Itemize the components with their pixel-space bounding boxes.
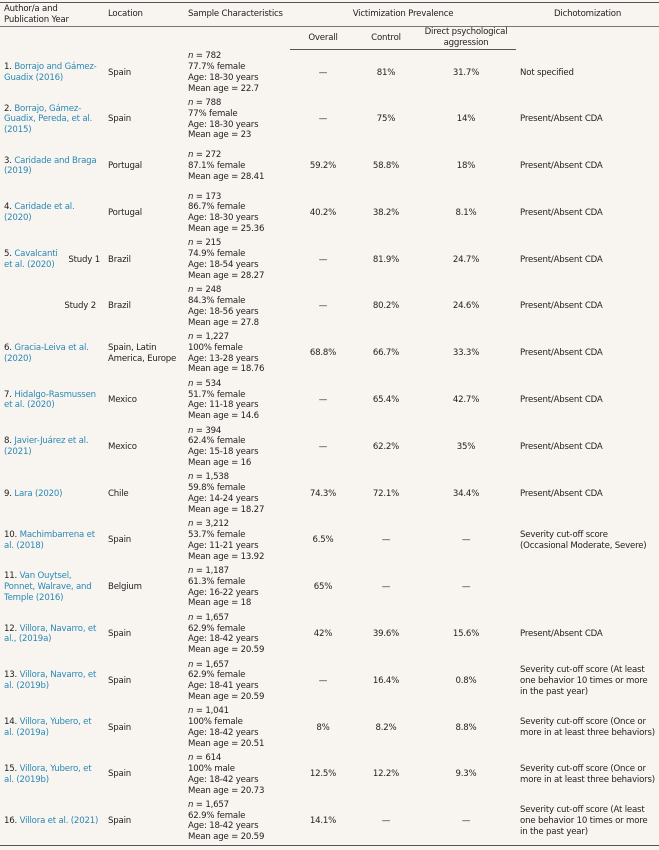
table-row bbox=[0, 424, 659, 471]
overall-cell: — bbox=[318, 301, 328, 312]
direct-cell: 8.8% bbox=[455, 722, 477, 733]
location-cell: Spain bbox=[108, 722, 132, 733]
sample-cell bbox=[184, 517, 290, 564]
sample-size: n = 215 bbox=[188, 238, 222, 249]
table-row bbox=[0, 190, 659, 237]
row-number: 1. bbox=[4, 62, 12, 73]
citation-link[interactable]: Villora, Navarro, et al. (2019b) bbox=[4, 670, 97, 692]
overall-cell: 14.1% bbox=[309, 816, 337, 826]
sample-cell bbox=[184, 751, 290, 798]
direct-cell: 34.4% bbox=[452, 488, 480, 499]
dichotomization-cell: Present/Absent CDA bbox=[520, 395, 603, 406]
row-number: 13. bbox=[4, 670, 18, 681]
sample-line: Age: 13-28 years bbox=[188, 353, 259, 364]
citation-link[interactable]: Gracia-Leiva et al. (2020) bbox=[4, 342, 89, 364]
sample-size: n = 1,041 bbox=[188, 706, 229, 717]
header-victimization: Victimization Prevalence bbox=[352, 9, 454, 19]
sample-line: Mean age = 18.27 bbox=[188, 504, 265, 515]
direct-cell: 24.7% bbox=[452, 254, 480, 265]
overall-cell: — bbox=[318, 675, 328, 686]
citation-link[interactable]: Caridade et al. (2020) bbox=[4, 202, 75, 224]
dichotomization-cell: Present/Absent CDA bbox=[520, 161, 603, 172]
sample-line: Mean age = 28.41 bbox=[188, 171, 265, 182]
row-number: 14. bbox=[4, 717, 18, 728]
direct-cell: 24.6% bbox=[452, 301, 480, 312]
direct-cell: 35% bbox=[456, 441, 476, 452]
dichotomization-cell: Present/Absent CDA bbox=[520, 348, 603, 359]
author-cell bbox=[0, 658, 104, 705]
overall-cell: — bbox=[318, 67, 328, 78]
location-cell: Mexico bbox=[108, 441, 137, 452]
sample-line: Mean age = 20.59 bbox=[188, 832, 265, 843]
sample-line: Mean age = 16 bbox=[188, 458, 252, 469]
dichotomization-cell: Severity cut-off score (Occasional Moderate, Severe) bbox=[520, 530, 647, 551]
table-row bbox=[0, 751, 659, 798]
control-cell: 66.7% bbox=[372, 348, 400, 359]
table-row bbox=[0, 564, 659, 611]
table-row bbox=[0, 798, 659, 845]
header-control: Control bbox=[356, 27, 416, 50]
sample-cell bbox=[184, 471, 290, 518]
sample-line: Age: 18-30 years bbox=[188, 119, 259, 130]
sample-line: 86.7% female bbox=[188, 202, 246, 213]
citation-link[interactable]: Lara (2020) bbox=[14, 488, 63, 499]
location-cell: Spain bbox=[108, 675, 132, 686]
sample-size: n = 614 bbox=[188, 753, 222, 764]
studies-table bbox=[0, 2, 659, 846]
control-cell: 72.1% bbox=[372, 488, 400, 499]
sample-line: Age: 14-24 years bbox=[188, 494, 259, 505]
study-label: Study 2 bbox=[64, 301, 96, 312]
citation-link[interactable]: Caridade and Braga (2019) bbox=[4, 155, 97, 177]
dichotomization-cell: Severity cut-off score (At least one behavior 10 times or more in the past year) bbox=[520, 665, 648, 697]
sample-cell bbox=[184, 798, 290, 845]
location-cell: Brazil bbox=[108, 301, 131, 312]
table-row bbox=[0, 237, 659, 284]
dichotomization-cell: Present/Absent CDA bbox=[520, 441, 603, 452]
control-cell: 39.6% bbox=[372, 629, 400, 640]
sample-cell bbox=[184, 658, 290, 705]
sample-size: n = 788 bbox=[188, 98, 222, 109]
author-cell bbox=[0, 143, 104, 190]
author-cell bbox=[0, 517, 104, 564]
control-cell: 65.4% bbox=[372, 395, 400, 406]
sample-size: n = 1,657 bbox=[188, 612, 229, 623]
sample-line: Age: 11-18 years bbox=[188, 400, 259, 411]
direct-cell: — bbox=[461, 535, 471, 546]
overall-cell: 59.2% bbox=[309, 161, 337, 172]
sample-line: Mean age = 22.7 bbox=[188, 83, 259, 94]
header-overall: Overall bbox=[290, 27, 356, 50]
direct-cell: 9.3% bbox=[455, 769, 477, 780]
sample-cell bbox=[184, 330, 290, 377]
direct-cell: 0.8% bbox=[455, 675, 477, 686]
citation-link[interactable]: Cavalcanti et al. (2020) bbox=[4, 249, 58, 271]
overall-cell: 40.2% bbox=[309, 207, 337, 218]
sample-cell bbox=[184, 96, 290, 143]
sample-cell bbox=[184, 377, 290, 424]
dichotomization-cell: Not specified bbox=[520, 67, 574, 78]
header-direct: Direct psychological aggression bbox=[416, 27, 516, 50]
row-number: 8. bbox=[4, 436, 12, 447]
sample-cell bbox=[184, 143, 290, 190]
sample-size: n = 3,212 bbox=[188, 519, 229, 530]
direct-cell: 33.3% bbox=[452, 348, 480, 359]
row-number: 10. bbox=[4, 530, 18, 541]
overall-cell: 68.8% bbox=[309, 348, 337, 359]
table-row bbox=[0, 705, 659, 752]
citation-link[interactable]: Villora, Navarro, et al., (2019a) bbox=[4, 623, 97, 645]
sample-cell bbox=[184, 283, 290, 330]
sample-size: n = 1,657 bbox=[188, 659, 229, 670]
control-cell: 81% bbox=[376, 67, 396, 78]
sample-cell bbox=[184, 50, 290, 97]
row-number: 6. bbox=[4, 342, 12, 353]
location-cell: Spain bbox=[108, 816, 132, 826]
row-number: 9. bbox=[4, 488, 12, 499]
sample-line: Mean age = 28.27 bbox=[188, 270, 265, 281]
sample-line: Age: 16-22 years bbox=[188, 587, 259, 598]
author-cell bbox=[0, 424, 104, 471]
table-row bbox=[0, 611, 659, 658]
sample-line: Age: 18-56 years bbox=[188, 306, 259, 317]
sample-cell bbox=[184, 564, 290, 611]
overall-cell: — bbox=[318, 441, 328, 452]
sample-size: n = 1,187 bbox=[188, 566, 229, 577]
table-row bbox=[0, 50, 659, 97]
author-cell bbox=[0, 471, 104, 518]
table-row bbox=[0, 471, 659, 518]
sample-line: Mean age = 20.51 bbox=[188, 738, 265, 749]
citation-link[interactable]: Borrajo, Gámez-Guadix, Pereda, et al. (2015) bbox=[4, 103, 93, 136]
overall-cell: 12.5% bbox=[309, 769, 337, 780]
sample-line: Age: 18-42 years bbox=[188, 821, 259, 832]
sample-line: 77% female bbox=[188, 108, 238, 119]
overall-cell: 6.5% bbox=[312, 535, 334, 546]
sample-line: Age: 18-42 years bbox=[188, 634, 259, 645]
control-cell: 58.8% bbox=[372, 161, 400, 172]
sample-size: n = 173 bbox=[188, 191, 222, 202]
row-number: 11. bbox=[4, 571, 18, 582]
sample-line: Age: 18-30 years bbox=[188, 213, 259, 224]
dichotomization-cell: Severity cut-off score (Once or more in at least three behaviors) bbox=[520, 764, 655, 785]
sample-line: 100% male bbox=[188, 764, 235, 775]
sample-line: Age: 18-42 years bbox=[188, 728, 259, 739]
control-cell: 81.9% bbox=[372, 254, 400, 265]
sample-line: 77.7% female bbox=[188, 62, 246, 73]
dichotomization-cell: Present/Absent CDA bbox=[520, 207, 603, 218]
row-number: 2. bbox=[4, 103, 12, 114]
sample-cell bbox=[184, 424, 290, 471]
author-cell bbox=[0, 96, 104, 143]
sample-line: Age: 18-54 years bbox=[188, 260, 259, 271]
header-sample: Sample Characteristics bbox=[188, 9, 283, 19]
author-cell bbox=[0, 283, 104, 330]
sample-line: 59.8% female bbox=[188, 483, 246, 494]
sample-line: Age: 11-21 years bbox=[188, 540, 259, 551]
sample-line: Mean age = 25.36 bbox=[188, 224, 265, 235]
sample-line: Age: 18-42 years bbox=[188, 774, 259, 785]
location-cell: Mexico bbox=[108, 395, 137, 406]
header-dichotomization: Dichotomization bbox=[554, 9, 622, 19]
table-row bbox=[0, 96, 659, 143]
sample-size: n = 1,227 bbox=[188, 332, 229, 343]
citation-link[interactable]: Villora, Yubero, et al. (2019a) bbox=[4, 717, 92, 739]
location-cell: Belgium bbox=[108, 582, 142, 593]
location-cell: Spain bbox=[108, 114, 132, 125]
author-cell bbox=[0, 751, 104, 798]
overall-cell: — bbox=[318, 395, 328, 406]
sample-line: 51.7% female bbox=[188, 389, 246, 400]
row-number: 12. bbox=[4, 623, 18, 634]
control-cell: — bbox=[381, 535, 391, 546]
control-cell: 8.2% bbox=[375, 722, 397, 733]
location-cell: Spain bbox=[108, 629, 132, 640]
author-cell bbox=[0, 190, 104, 237]
author-cell bbox=[0, 377, 104, 424]
direct-cell: 42.7% bbox=[452, 395, 480, 406]
control-cell: — bbox=[381, 582, 391, 593]
header-location: Location bbox=[108, 9, 143, 19]
sample-cell bbox=[184, 611, 290, 658]
row-number: 7. bbox=[4, 389, 12, 400]
location-cell: Chile bbox=[108, 488, 129, 499]
sample-cell bbox=[184, 705, 290, 752]
author-cell bbox=[0, 564, 104, 611]
overall-cell: 74.3% bbox=[309, 488, 337, 499]
sample-line: 84.3% female bbox=[188, 296, 246, 307]
citation-link[interactable]: Javier-Juárez et al. (2021) bbox=[4, 436, 89, 458]
sample-line: Age: 18-41 years bbox=[188, 681, 259, 692]
sample-line: 100% female bbox=[188, 717, 243, 728]
sample-size: n = 394 bbox=[188, 425, 222, 436]
sample-size: n = 782 bbox=[188, 51, 222, 62]
citation-link[interactable]: Van Ouytsel, Ponnet, Walrave, and Temple (2016) bbox=[4, 571, 92, 604]
author-cell bbox=[0, 237, 104, 284]
table-row bbox=[0, 658, 659, 705]
direct-cell: 31.7% bbox=[452, 67, 480, 78]
row-number: 15. bbox=[4, 764, 18, 775]
table-row bbox=[0, 283, 659, 330]
citation-link[interactable]: Borrajo and Gámez-Guadix (2016) bbox=[4, 62, 97, 83]
citation-link[interactable]: Villora, Yubero, et al. (2019b) bbox=[4, 764, 92, 785]
sample-cell bbox=[184, 190, 290, 237]
sample-line: 74.9% female bbox=[188, 249, 246, 260]
sample-line: 62.9% female bbox=[188, 623, 246, 634]
dichotomization-cell: Present/Absent CDA bbox=[520, 488, 603, 499]
author-cell bbox=[0, 50, 104, 97]
location-cell: Brazil bbox=[108, 254, 131, 265]
location-cell: Portugal bbox=[108, 161, 142, 172]
overall-cell: 42% bbox=[313, 629, 333, 640]
table-row bbox=[0, 143, 659, 190]
location-cell: Portugal bbox=[108, 207, 142, 218]
sample-line: 61.3% female bbox=[188, 576, 246, 587]
sample-line: Mean age = 20.73 bbox=[188, 785, 265, 796]
control-cell: — bbox=[381, 816, 391, 826]
sample-line: Age: 15-18 years bbox=[188, 447, 259, 458]
row-number: 4. bbox=[4, 202, 12, 213]
location-cell: Spain, Latin America, Europe bbox=[108, 342, 177, 364]
author-cell bbox=[0, 330, 104, 377]
sample-size: n = 248 bbox=[188, 285, 222, 296]
dichotomization-cell: Severity cut-off score (Once or more in at least three behaviors) bbox=[520, 717, 655, 739]
overall-cell: 65% bbox=[313, 582, 333, 593]
sample-line: Age: 18-30 years bbox=[188, 72, 259, 83]
citation-link[interactable]: Villora et al. (2021) bbox=[19, 816, 99, 826]
dichotomization-cell: Present/Absent CDA bbox=[520, 301, 603, 312]
sample-line: Mean age = 23 bbox=[188, 130, 252, 141]
direct-cell: — bbox=[461, 816, 471, 826]
author-cell bbox=[0, 798, 104, 845]
sample-line: 87.1% female bbox=[188, 161, 246, 172]
direct-cell: 8.1% bbox=[455, 207, 477, 218]
author-cell bbox=[0, 705, 104, 752]
location-cell: Spain bbox=[108, 535, 132, 546]
control-cell: 38.2% bbox=[372, 207, 400, 218]
location-cell: Spain bbox=[108, 67, 132, 78]
citation-link[interactable]: Machimbarrena et al. (2018) bbox=[4, 530, 95, 551]
direct-cell: 14% bbox=[456, 114, 476, 125]
sample-size: n = 1,538 bbox=[188, 472, 229, 483]
sample-line: Mean age = 27.8 bbox=[188, 317, 259, 328]
dichotomization-cell: Present/Absent CDA bbox=[520, 254, 603, 265]
sample-line: 62.9% female bbox=[188, 670, 246, 681]
dichotomization-cell: Severity cut-off score (At least one behavior 10 times or more in the past year) bbox=[520, 805, 648, 837]
control-cell: 75% bbox=[376, 114, 396, 125]
overall-cell: — bbox=[318, 254, 328, 265]
header-author: Author/a and Publication Year bbox=[4, 3, 69, 25]
author-cell bbox=[0, 611, 104, 658]
table-row bbox=[0, 330, 659, 377]
sample-line: 53.7% female bbox=[188, 530, 246, 541]
direct-cell: 18% bbox=[456, 161, 476, 172]
control-cell: 80.2% bbox=[372, 301, 400, 312]
sample-line: Mean age = 14.6 bbox=[188, 411, 259, 422]
control-cell: 16.4% bbox=[372, 675, 400, 686]
sample-line: Mean age = 13.92 bbox=[188, 551, 265, 562]
overall-cell: — bbox=[318, 114, 328, 125]
sample-size: n = 534 bbox=[188, 378, 222, 389]
sample-size: n = 1,657 bbox=[188, 799, 229, 810]
dichotomization-cell: Present/Absent CDA bbox=[520, 114, 603, 125]
table-row bbox=[0, 377, 659, 424]
sample-line: 100% female bbox=[188, 342, 243, 353]
dichotomization-cell: Present/Absent CDA bbox=[520, 629, 603, 640]
row-number: 3. bbox=[4, 155, 12, 166]
sample-line: Mean age = 20.59 bbox=[188, 645, 265, 656]
row-number: 5. bbox=[4, 249, 12, 260]
table-row bbox=[0, 517, 659, 564]
sample-line: Mean age = 20.59 bbox=[188, 692, 265, 703]
sample-size: n = 272 bbox=[188, 150, 222, 161]
sample-line: Mean age = 18.76 bbox=[188, 364, 265, 375]
sample-cell bbox=[184, 237, 290, 284]
row-number: 16. bbox=[4, 816, 18, 826]
direct-cell: — bbox=[461, 582, 471, 593]
location-cell: Spain bbox=[108, 769, 132, 780]
sample-line: 62.4% female bbox=[188, 436, 246, 447]
study-label: Study 1 bbox=[68, 254, 100, 265]
overall-cell: 8% bbox=[316, 722, 330, 733]
direct-cell: 15.6% bbox=[452, 629, 480, 640]
citation-link[interactable]: Hidalgo-Rasmussen et al. (2020) bbox=[4, 389, 96, 411]
control-cell: 12.2% bbox=[372, 769, 400, 780]
sample-line: 62.9% female bbox=[188, 810, 246, 821]
sample-line: Mean age = 18 bbox=[188, 598, 252, 609]
control-cell: 62.2% bbox=[372, 441, 400, 452]
dichotomization-cell bbox=[516, 564, 659, 611]
